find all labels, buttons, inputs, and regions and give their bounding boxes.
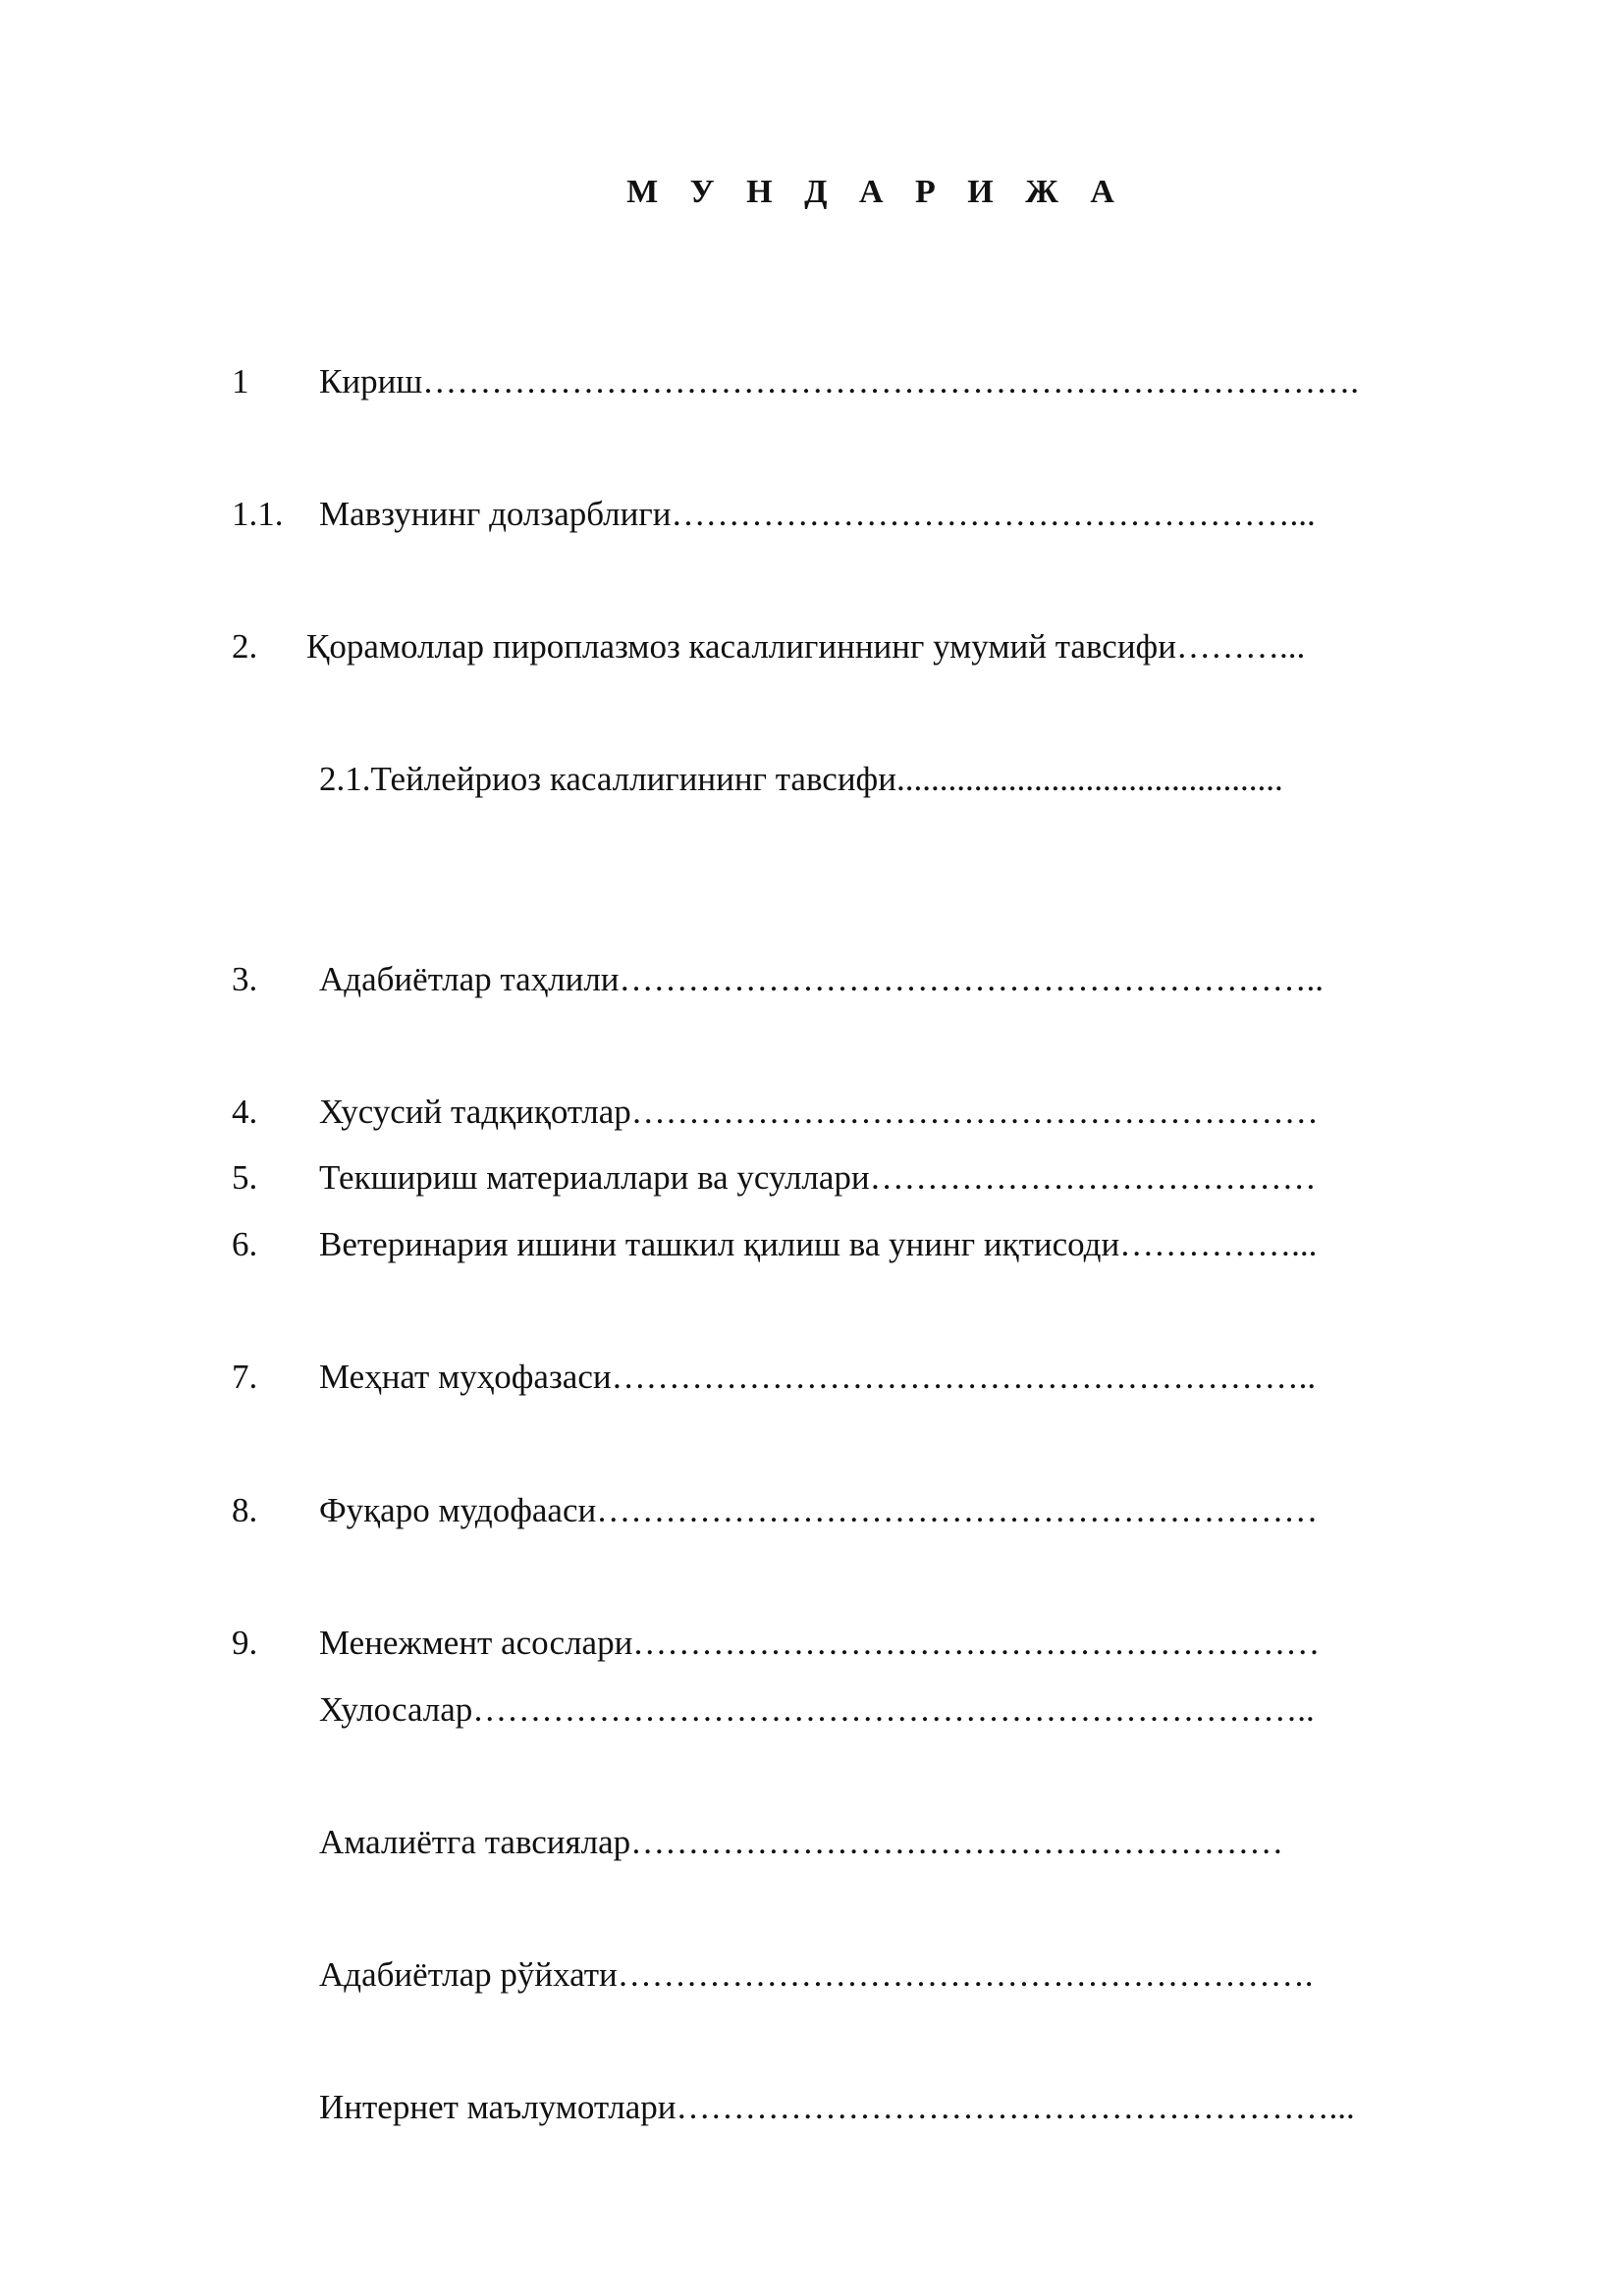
toc-entry-text: Меҳнат муҳофазаси…………………………………………………….. [319, 1358, 1317, 1396]
toc-entry-number: 2. [232, 627, 258, 666]
toc-entry-text: Амалиётга тавсиялар………………………………………………… [319, 1823, 1284, 1861]
toc-entry-text: 2.1.Тейлейриоз касаллигининг тавсифи............................................. [319, 760, 1283, 798]
toc-entry-text: Фуқаро мудофааси……………………………………………………… [319, 1491, 1319, 1529]
toc-entry-number: 1 [232, 362, 249, 400]
toc-entry-text: Интернет маълумотлари…………………………………………………... [319, 2088, 1355, 2126]
toc-entry-text: Кириш………………………………………………………………………. [319, 362, 1360, 400]
toc-title: М У Н Д А Р И Ж А [626, 174, 1126, 210]
toc-entry-text: Мавзунинг долзарблиги………………………………………………... [319, 495, 1316, 533]
toc-entry-text: Адабиётлар таҳлили…………………………………………………….. [319, 960, 1325, 998]
toc-entry-number: 8. [232, 1491, 258, 1529]
toc-entry-text: Хусусий тадқиқотлар…………………………………………………… [319, 1093, 1319, 1131]
toc-entry-number: 9. [232, 1624, 258, 1662]
toc-entry-number: 4. [232, 1093, 258, 1131]
toc-entry-number: 1.1. [232, 495, 284, 533]
toc-entry-text: Менежмент асослари…………………………………………………… [319, 1624, 1321, 1662]
toc-entry-text: Хулосалар……………………………………………………………….. [319, 1690, 1315, 1729]
toc-entry-text: Қорамоллар пироплазмоз касаллигиннинг умумий тавсифи………... [306, 627, 1306, 666]
toc-entry-text: Текшириш материаллари ва усуллари………………………………… [319, 1158, 1317, 1197]
toc-entry-number: 3. [232, 960, 258, 998]
toc-entry-number: 7. [232, 1358, 258, 1396]
toc-entry-text: Адабиётлар рўйхати……………………………………………………. [319, 1955, 1314, 1994]
toc-entry-number: 6. [232, 1225, 258, 1263]
toc-entry-text: Ветеринария ишини ташкил қилиш ва унинг иқтисоди……………... [319, 1225, 1318, 1263]
toc-entry-number: 5. [232, 1158, 258, 1197]
